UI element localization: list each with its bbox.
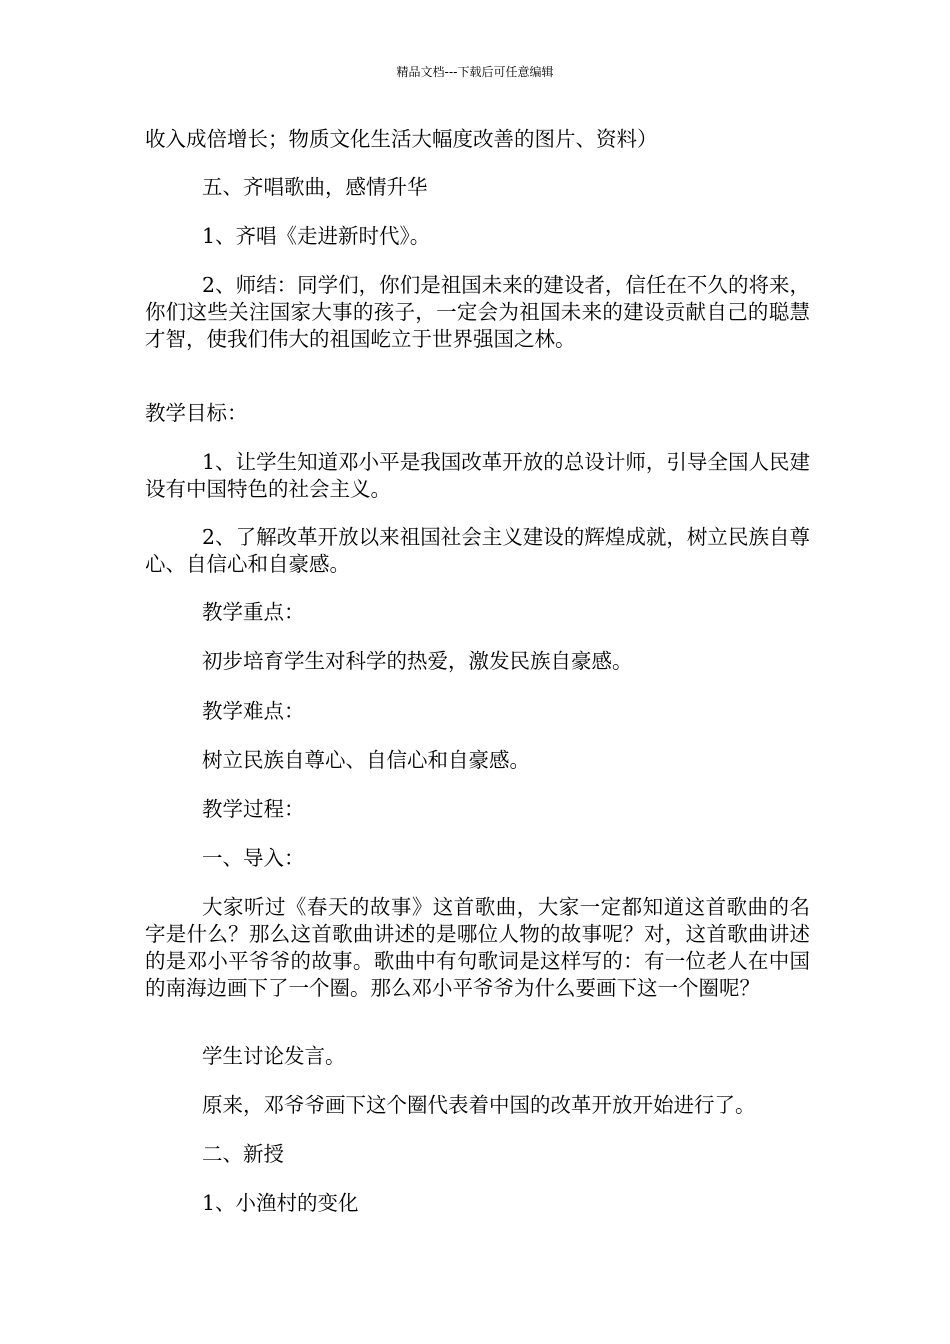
paragraph-teacher-summary: 2、师结：同学们，你们是祖国未来的建设者，信任在不久的将来，你们这些关注国家大事的孩子，一定会为祖国未来的建设贡献自己的聪慧才智，使我们伟大的祖国屹立于世界强国之林。 (145, 273, 810, 351)
paragraph-reform-circle: 原来，邓爷爷画下这个圈代表着中国的改革开放开始进行了。 (202, 1093, 756, 1117)
paragraph-key-points: 初步培育学生对科学的热爱，激发民族自豪感。 (202, 649, 633, 673)
heading-key-points: 教学重点： (202, 600, 305, 624)
paragraph-spring-story: 大家听过《春天的故事》这首歌曲，大家一定都知道这首歌曲的名字是什么？那么这首歌曲讲述的是哪位人物的故事呢？对，这首歌曲讲述的是邓小平爷爷的故事。歌曲中有句歌词是这样写的：有一位老人在中国的南海边画下了一个圈。那么邓小平爷爷为什么要画下这一个圈呢？ (145, 895, 810, 1000)
heading-section-five: 五、齐唱歌曲，感情升华 (202, 175, 428, 199)
heading-introduction: 一、导入： (202, 846, 305, 870)
heading-teaching-goals: 教学目标： (145, 401, 248, 425)
page-header: 精品文档---下载后可任意编辑 (396, 65, 554, 79)
paragraph-discussion: 学生讨论发言。 (202, 1044, 346, 1068)
paragraph-goal-two: 2、了解改革开放以来祖国社会主义建设的辉煌成就，树立民族自尊心、自信心和自豪感。 (145, 525, 810, 576)
paragraph-goal-one: 1、让学生知道邓小平是我国改革开放的总设计师，引导全国人民建设有中国特色的社会主义。 (145, 450, 810, 501)
heading-teaching-process: 教学过程： (202, 797, 305, 821)
heading-difficulties: 教学难点： (202, 699, 305, 723)
paragraph-difficulties: 树立民族自尊心、自信心和自豪感。 (202, 748, 530, 772)
paragraph-sing: 1、齐唱《走进新时代》。 (202, 224, 431, 248)
heading-fishing-village: 1、小渔村的变化 (202, 1191, 359, 1215)
heading-new-lesson: 二、新授 (202, 1142, 284, 1166)
paragraph-income: 收入成倍增长；物质文化生活大幅度改善的图片、资料） (145, 127, 658, 151)
